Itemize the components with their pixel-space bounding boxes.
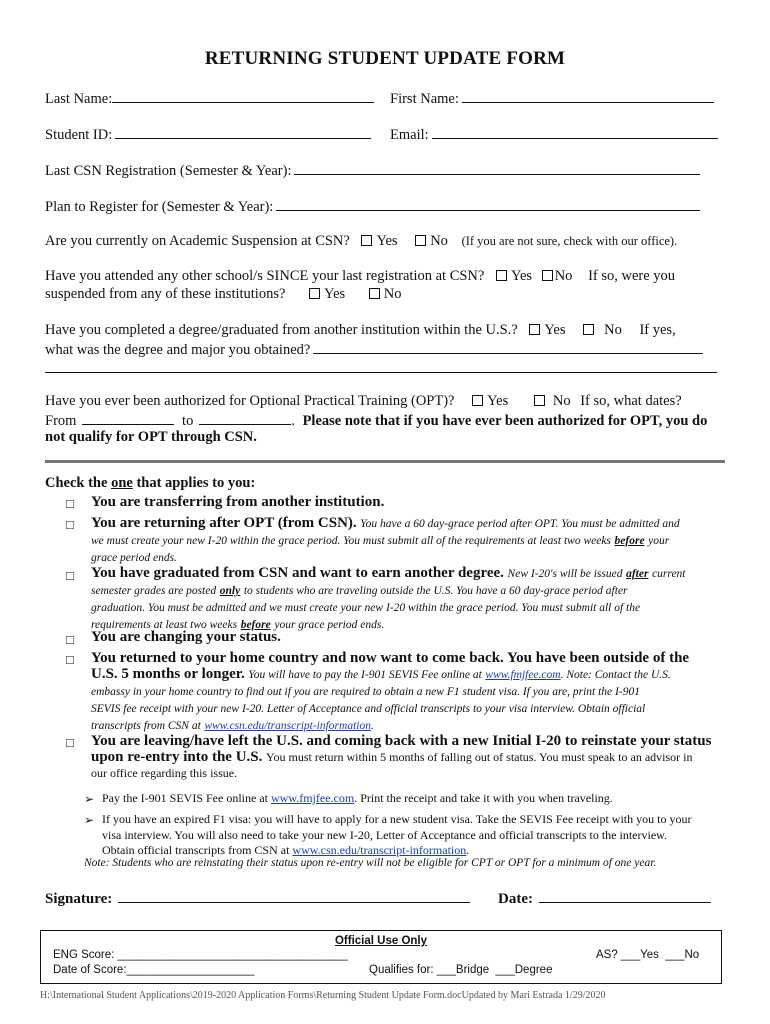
option-graduated: You have graduated from CSN and want to earn another degree. New I-20's will be issued after current semester grades are posted only to students who are traveling outside the U.S. You have a 60 day-grace period after graduation. You must be admitted and we must create your new I-20 within the grace period. You must submit all of the requirements at least two weeks before your grace period ends. (91, 565, 686, 631)
opt-from-field[interactable] (82, 410, 174, 425)
other-school-yes-checkbox[interactable] (496, 270, 507, 281)
other-school-no-checkbox[interactable] (542, 270, 553, 281)
bullet-pay-fee: Pay the I-901 SEVIS Fee online at www.fmjfee.com. Print the receipt and take it with you when traveling. (102, 791, 613, 805)
no-label: No (604, 322, 622, 338)
form-title: RETURNING STUDENT UPDATE FORM (204, 48, 566, 69)
no-label: No (430, 233, 448, 249)
first-name-row (390, 88, 714, 108)
plan-register-row (45, 196, 700, 216)
from-label: From (45, 413, 77, 429)
opt-return-checkbox[interactable]: □ (66, 517, 74, 532)
date-field[interactable] (539, 888, 711, 903)
official-use-box (40, 930, 722, 984)
fmjfee-link[interactable]: www.fmjfee.com (485, 669, 561, 681)
student-id-row (45, 124, 371, 144)
signature-field[interactable] (118, 888, 470, 903)
opt-row-2: From to . Please note that if you have ever been authorized for OPT, you do (45, 410, 707, 430)
student-id-label: Student ID: (45, 127, 113, 143)
opt-yes-checkbox[interactable] (472, 395, 483, 406)
qualifies-for: Qualifies for: ___Bridge ___Degree (369, 964, 553, 976)
student-id-field[interactable] (115, 124, 371, 139)
option-status: You are changing your status. (91, 629, 281, 645)
yes-label: Yes (544, 322, 566, 338)
official-use-heading: Official Use Only (334, 935, 428, 947)
as-yes-no: AS? ___Yes ___No (596, 949, 700, 961)
yes-label: Yes (376, 233, 398, 249)
email-row (390, 124, 718, 144)
other-school-question: Have you attended any other school/s SINCE your last registration at CSN? (45, 268, 485, 284)
status-checkbox[interactable]: □ (66, 632, 74, 647)
degree-extra-line[interactable] (45, 372, 717, 373)
opt-to-field[interactable] (199, 410, 291, 425)
no-label: No (552, 393, 571, 409)
suspension-no-checkbox[interactable] (415, 235, 426, 246)
option-opt-return: You are returning after OPT (from CSN). You have a 60 day-grace period after OPT. You must be admitted and we must create your new I-20 within the grace period. You must submit all of the requirements at least two weeks before your grace period ends. (91, 515, 680, 564)
date-row: Date: (498, 888, 711, 908)
to-label: to (182, 413, 194, 429)
suspended-no-checkbox[interactable] (369, 288, 380, 299)
home-country-checkbox[interactable]: □ (66, 652, 74, 667)
degree-no-checkbox[interactable] (583, 324, 594, 335)
opt-row-1 (45, 392, 682, 410)
email-field[interactable] (432, 124, 718, 139)
check-heading: Check the one that applies to you: (45, 475, 256, 491)
suspension-note: (If you are not sure, check with our office). (461, 234, 678, 248)
last-name-field[interactable] (112, 88, 374, 103)
last-csn-field[interactable] (294, 160, 700, 175)
option-leaving: You are leaving/have left the U.S. and coming back with a new Initial I-20 to reinstate your status upon re-entry into the U.S. You must return within 5 months of falling out of status. You must speak to an advisor in our office regarding this issue. (91, 733, 712, 780)
opt-followup: If so, what dates? (580, 393, 682, 409)
signature-row: Signature: (45, 888, 470, 908)
degree-major-question: what was the degree and major you obtained? (45, 342, 311, 358)
degree-question: Have you completed a degree/graduated from another institution within the U.S.? (45, 322, 518, 338)
reinstate-note: Note: Students who are reinstating their status upon re-entry will not be eligible for CPT or OPT for a minimum of one year. (84, 857, 657, 869)
opt-question: Have you ever been authorized for Optional Practical Training (OPT)? (45, 393, 455, 409)
graduated-checkbox[interactable]: □ (66, 568, 74, 583)
eng-score: ENG Score: ____________________________________ (53, 949, 348, 961)
opt-warning-line-2: not qualify for OPT through CSN. (45, 429, 257, 445)
leaving-checkbox[interactable]: □ (66, 735, 74, 750)
other-school-followup: If so, were you (588, 268, 676, 284)
degree-row-1 (45, 321, 676, 339)
email-label: Email: (390, 127, 429, 143)
yes-label: Yes (487, 393, 509, 409)
plan-register-label: Plan to Register for (Semester & Year): (45, 199, 274, 215)
no-label: No (554, 268, 573, 284)
suspended-yes-checkbox[interactable] (309, 288, 320, 299)
fmjfee-link-2[interactable]: www.fmjfee.com (270, 791, 355, 805)
plan-register-field[interactable] (276, 196, 700, 211)
degree-major-field[interactable] (313, 339, 703, 354)
suspension-row (45, 232, 677, 250)
last-csn-label: Last CSN Registration (Semester & Year): (45, 163, 292, 179)
first-name-label: First Name: (390, 91, 459, 107)
arrow-bullet-icon: ➢ (84, 792, 95, 806)
last-csn-row (45, 160, 700, 180)
first-name-field[interactable] (462, 88, 714, 103)
option-home-country: You returned to your home country and now want to come back. You have been outside of the U.S. 5 months or longer. You will have to pay the I-901 SEVIS Fee online at www.fmjfee.com. Note: Contact the U.S. embassy in your home country to find out if you are required to obtain a new F1 student visa. If you are, print the I-901 SEVIS fee receipt with your new I-20. Letter of Acceptance and official transcripts to your visa interview. Obtain official transcripts from CSN at www.csn.edu/transcript-information. (91, 650, 690, 732)
option-transfer: You are transferring from another institution. (91, 494, 385, 510)
other-school-row-1 (45, 267, 675, 285)
date-of-score: Date of Score:____________________ (53, 964, 255, 976)
last-name-row (45, 88, 374, 108)
file-path-footer: H:\International Student Applications\2019-2020 Application Forms\Returning Student Update Form.docUpdated by Mari Estrada 1/29/2020 (40, 990, 606, 1001)
degree-followup: If yes, (639, 322, 676, 338)
suspension-yes-checkbox[interactable] (361, 235, 372, 246)
yes-label: Yes (324, 286, 346, 302)
opt-no-checkbox[interactable] (534, 395, 545, 406)
suspended-question: suspended from any of these institutions? (45, 286, 286, 302)
other-school-row-2 (45, 285, 402, 303)
transfer-checkbox[interactable]: □ (66, 496, 74, 511)
suspension-question: Are you currently on Academic Suspension at CSN? (45, 233, 350, 249)
opt-warning-line-1: Please note that if you have ever been authorized for OPT, you do (302, 413, 708, 429)
section-divider (45, 460, 725, 463)
yes-label: Yes (510, 268, 533, 284)
arrow-bullet-icon: ➢ (84, 813, 95, 827)
degree-row-2 (45, 339, 703, 359)
degree-yes-checkbox[interactable] (529, 324, 540, 335)
bullet-expired-visa: If you have an expired F1 visa: you will have to apply for a new student visa. Take the SEVIS Fee receipt with you to your visa interview. You will also need to take your new I-20, Letter of Acceptance and official transcripts to the interview. Obtain official transcripts from CSN at www.csn.edu/transcript-information. (102, 812, 692, 857)
last-name-label: Last Name: (45, 91, 113, 107)
no-label: No (383, 286, 402, 302)
transcript-link[interactable]: www.csn.edu/transcript-information (204, 720, 371, 732)
transcript-link-2[interactable]: www.csn.edu/transcript-information (292, 843, 467, 857)
